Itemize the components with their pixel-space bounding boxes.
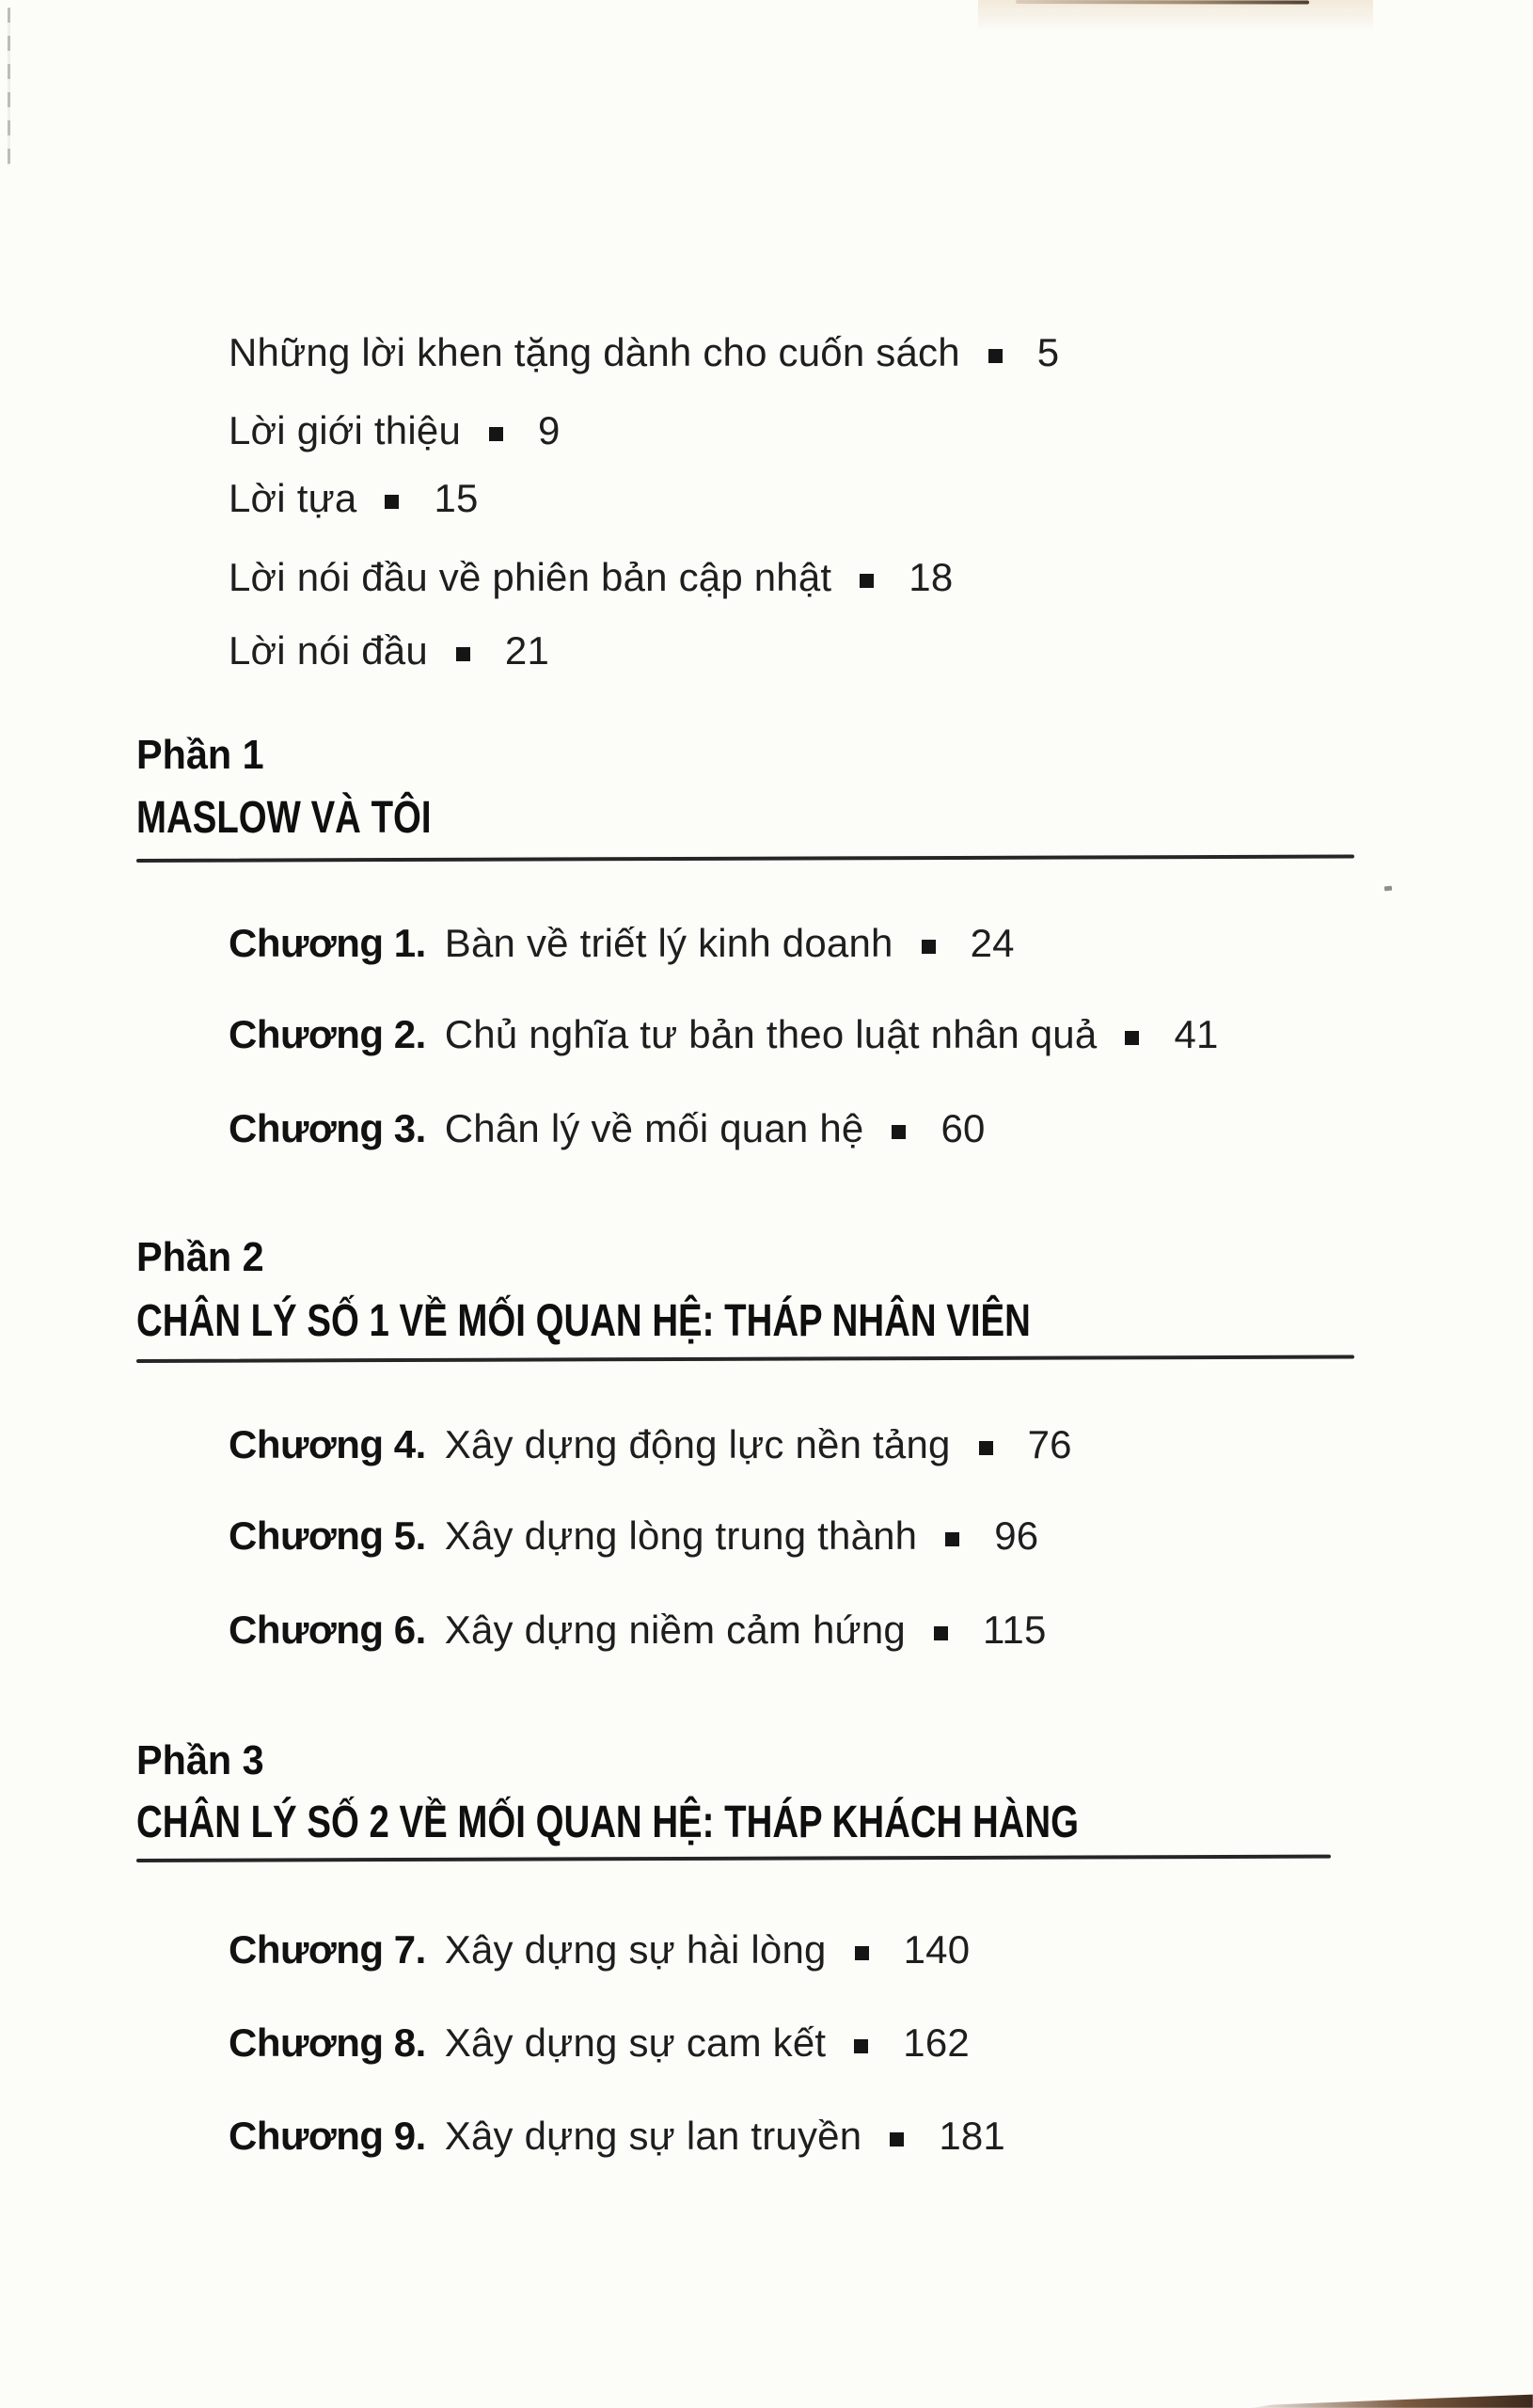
- bullet-separator-icon: [855, 1946, 869, 1960]
- part-title: MASLOW VÀ TÔI: [136, 793, 432, 843]
- toc-front-matter-entry: [229, 550, 953, 605]
- bullet-separator-icon: [456, 647, 470, 661]
- bullet-separator-icon: [945, 1532, 959, 1546]
- toc-chapter-entry: [229, 1603, 1047, 1657]
- chapter-title: Chủ nghĩa tư bản theo luật nhân quả: [444, 1012, 1098, 1056]
- bullet-separator-icon: [988, 349, 1003, 363]
- entry-title: Lời giới thiệu: [229, 408, 462, 452]
- page-number: 140: [903, 1927, 971, 1972]
- chapter-title: Xây dựng lòng trung thành: [444, 1513, 918, 1558]
- toc-chapter-entry: [229, 1101, 986, 1156]
- scan-artifact-stray-dot: [1384, 886, 1392, 892]
- toc-front-matter-entry: [229, 404, 561, 458]
- chapter-title: Chân lý về mối quan hệ: [444, 1106, 864, 1150]
- chapter-label: Chương 9.: [229, 2114, 426, 2158]
- part-label: Phần 2: [136, 1234, 264, 1280]
- bullet-separator-icon: [489, 427, 503, 441]
- page-number: 18: [909, 555, 954, 599]
- section-rule: [136, 1855, 1331, 1862]
- bullet-separator-icon: [1125, 1031, 1139, 1045]
- page-number: 9: [538, 408, 561, 452]
- chapter-label: Chương 4.: [229, 1422, 426, 1466]
- bullet-separator-icon: [860, 574, 874, 588]
- scan-smudge-top-right: [978, 0, 1373, 32]
- page-number: 181: [939, 2114, 1005, 2158]
- chapter-title: Xây dựng niềm cảm hứng: [444, 1608, 906, 1652]
- page-number: 21: [504, 628, 550, 673]
- toc-chapter-entry: [229, 1923, 970, 1977]
- scan-artifact-bottom-right-wedge: [1251, 2393, 1533, 2408]
- toc-chapter-entry: [229, 1007, 1219, 1062]
- chapter-label: Chương 1.: [229, 921, 426, 965]
- toc-chapter-entry: [229, 1418, 1072, 1472]
- toc-chapter-entry: [229, 1509, 1038, 1563]
- toc-front-matter-entry: [229, 471, 479, 526]
- part-title: CHÂN LÝ SỐ 2 VỀ MỐI QUAN HỆ: THÁP KHÁCH HÀNG: [136, 1798, 1080, 1847]
- chapter-label: Chương 3.: [229, 1106, 426, 1150]
- entry-title: Lời nói đầu: [229, 628, 428, 673]
- toc-chapter-entry: [229, 2109, 1005, 2163]
- entry-title: Lời tựa: [229, 476, 357, 520]
- part-label: Phần 3: [136, 1737, 264, 1783]
- entry-title: Những lời khen tặng dành cho cuốn sách: [229, 330, 960, 374]
- page-number: 41: [1174, 1012, 1219, 1056]
- chapter-title: Bàn về triết lý kinh doanh: [444, 921, 893, 965]
- bullet-separator-icon: [892, 1125, 906, 1139]
- entry-title: Lời nói đầu về phiên bản cập nhật: [229, 555, 832, 599]
- section-rule: [136, 854, 1354, 863]
- bullet-separator-icon: [922, 940, 936, 954]
- toc-front-matter-entry: [229, 325, 1059, 380]
- toc-chapter-entry: [229, 916, 1015, 971]
- bullet-separator-icon: [934, 1626, 948, 1640]
- bullet-separator-icon: [890, 2132, 904, 2147]
- bullet-separator-icon: [385, 495, 399, 509]
- chapter-title: Xây dựng sự lan truyền: [444, 2114, 862, 2158]
- chapter-label: Chương 5.: [229, 1513, 426, 1558]
- toc-chapter-entry: [229, 2016, 970, 2070]
- page-number: 115: [982, 1608, 1047, 1652]
- page-number: 96: [994, 1513, 1039, 1558]
- chapter-label: Chương 7.: [229, 1927, 426, 1972]
- scan-artifact-top-line: [1016, 0, 1309, 5]
- bullet-separator-icon: [979, 1441, 993, 1455]
- section-rule: [136, 1354, 1354, 1363]
- chapter-label: Chương 6.: [229, 1608, 426, 1652]
- toc-front-matter-entry: [229, 624, 549, 678]
- page-number: 60: [940, 1106, 986, 1150]
- chapter-title: Xây dựng sự hài lòng: [444, 1927, 827, 1972]
- bullet-separator-icon: [854, 2039, 868, 2053]
- chapter-label: Chương 2.: [229, 1012, 426, 1056]
- page-number: 5: [1036, 330, 1060, 374]
- scan-artifact-left-edge-line: [8, 8, 10, 166]
- page-number: 76: [1027, 1422, 1072, 1466]
- page-number: 162: [903, 2020, 970, 2065]
- part-title: CHÂN LÝ SỐ 1 VỀ MỐI QUAN HỆ: THÁP NHÂN VIÊN: [136, 1296, 1031, 1346]
- part-label: Phần 1: [136, 732, 264, 778]
- chapter-label: Chương 8.: [229, 2020, 426, 2065]
- page-number: 24: [970, 921, 1015, 965]
- chapter-title: Xây dựng sự cam kết: [444, 2020, 827, 2065]
- page-number: 15: [434, 476, 479, 520]
- chapter-title: Xây dựng động lực nền tảng: [444, 1422, 951, 1466]
